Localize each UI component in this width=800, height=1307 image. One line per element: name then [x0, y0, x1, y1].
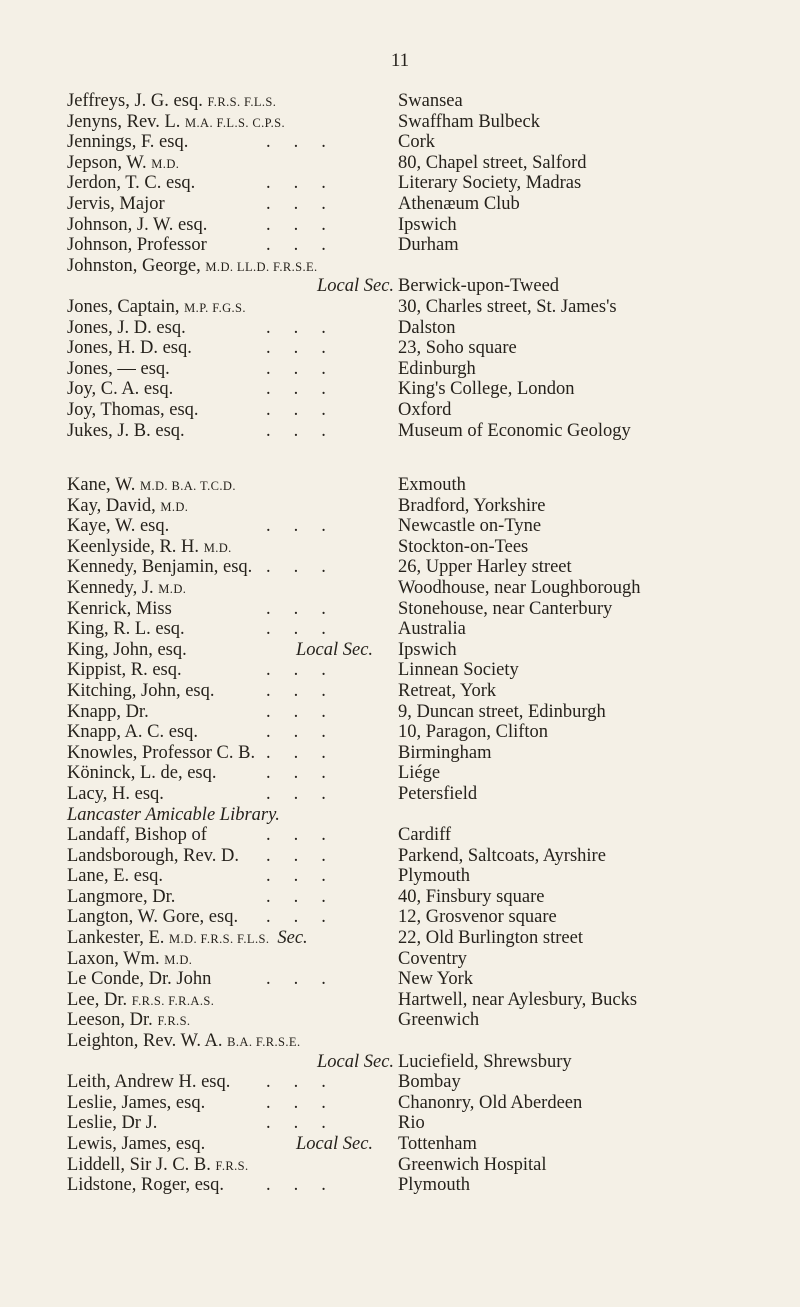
member-address: Greenwich Hospital	[398, 1154, 547, 1175]
member-entry	[0, 1175, 800, 1196]
member-address: Rio	[398, 1113, 425, 1134]
member-address: Linnean Society	[398, 660, 519, 681]
member-address: Berwick-upon-Tweed	[398, 276, 560, 297]
member-title-suffix: M.D.	[160, 499, 189, 514]
member-role-note: Local Sec.	[296, 639, 374, 660]
member-entry	[0, 784, 800, 805]
member-name	[67, 681, 214, 702]
member-name	[67, 928, 308, 950]
leader-dots: ...	[266, 132, 349, 153]
member-name	[67, 660, 182, 681]
member-name-text: Kay, David,	[67, 495, 161, 516]
member-address: Retreat, York	[398, 680, 497, 701]
leader-dots: ...	[266, 619, 349, 640]
member-entry	[0, 681, 800, 702]
member-entry	[0, 256, 800, 277]
member-name	[67, 949, 192, 971]
member-name-text: Laxon, Wm.	[67, 948, 165, 969]
member-address: Stockton-on-Tees	[398, 536, 529, 557]
member-name	[67, 173, 195, 194]
member-name-text: Lancaster Amicable Library.	[67, 804, 280, 825]
member-entry	[0, 1155, 800, 1176]
member-address: Edinburgh	[398, 358, 476, 379]
member-name	[67, 112, 285, 134]
member-address: Durham	[398, 235, 459, 256]
leader-dots: ...	[266, 193, 349, 214]
member-entry	[0, 743, 800, 764]
member-title-suffix: B.A. F.R.S.E.	[227, 1035, 301, 1050]
member-entry	[0, 866, 800, 887]
member-entry	[0, 173, 800, 194]
member-entry	[0, 990, 800, 1011]
member-name-text: Jennings, F. esq.	[67, 132, 189, 153]
member-entry	[0, 887, 800, 908]
member-name-text: Leslie, Dr J.	[67, 1113, 158, 1134]
member-entry	[0, 1093, 800, 1114]
member-name-text: Lewis, James, esq.	[67, 1134, 206, 1154]
member-name-text: Lidstone, Roger, esq.	[67, 1175, 224, 1196]
member-name	[67, 1155, 249, 1177]
member-name-text: Landaff, Bishop of	[67, 825, 207, 846]
leader-dots: ...	[266, 598, 349, 619]
member-name	[67, 318, 186, 339]
leader-dots: ...	[266, 701, 349, 722]
member-entry	[0, 215, 800, 236]
leader-dots: ...	[266, 338, 349, 359]
member-address: Dalston	[398, 317, 456, 338]
member-name-text: Kennedy, J.	[67, 577, 159, 598]
member-name	[67, 619, 185, 640]
leader-dots: ...	[266, 783, 349, 804]
member-name	[67, 338, 192, 359]
member-title-suffix: M.D.	[158, 581, 187, 596]
member-name-text: Jepson, W.	[67, 152, 152, 173]
member-name	[67, 153, 179, 175]
member-name-text: Knapp, Dr.	[67, 701, 149, 722]
member-address: Cardiff	[398, 825, 452, 846]
member-address: 26, Upper Harley street	[398, 557, 572, 578]
member-name	[67, 990, 214, 1012]
member-address: Literary Society, Madras	[398, 173, 582, 194]
member-entry	[0, 722, 800, 743]
member-title-suffix: M.D. F.R.S. F.L.S.	[169, 932, 270, 947]
member-address: 40, Finsbury square	[398, 886, 545, 907]
member-address: New York	[398, 969, 474, 990]
member-address: Hartwell, near Aylesbury, Bucks	[398, 989, 638, 1010]
member-entry	[0, 421, 800, 442]
member-entry	[0, 702, 800, 723]
member-name-text: Leslie, James, esq.	[67, 1092, 206, 1113]
leader-dots: ...	[266, 825, 349, 846]
member-entry	[0, 846, 800, 867]
member-name	[67, 825, 207, 846]
leader-dots: ...	[266, 742, 349, 763]
member-name	[67, 784, 164, 805]
leader-dots: ...	[266, 845, 349, 866]
member-name-text: Jenyns, Rev. L.	[67, 111, 186, 132]
member-title-suffix: M.P. F.G.S.	[184, 300, 246, 315]
member-name-text: Langton, W. Gore, esq.	[67, 907, 239, 928]
member-entry	[0, 475, 800, 496]
member-name	[67, 702, 149, 723]
member-name-text: Jerdon, T. C. esq.	[67, 173, 196, 194]
member-entry	[0, 1134, 800, 1155]
leader-dots: ...	[266, 1072, 349, 1093]
member-name	[67, 743, 255, 764]
member-name	[67, 132, 188, 153]
member-address: 22, Old Burlington street	[398, 928, 583, 949]
member-entry	[0, 640, 800, 661]
member-role-note: Local Sec.	[317, 276, 395, 297]
member-entry	[0, 496, 800, 517]
member-name-text: Landsborough, Rev. D.	[67, 845, 239, 866]
member-name	[67, 887, 175, 908]
member-name	[67, 1010, 190, 1032]
member-title-suffix: M.D.	[164, 952, 193, 967]
leader-dots: ...	[266, 680, 349, 701]
member-entry	[0, 235, 800, 256]
member-address: Chanonry, Old Aberdeen	[398, 1092, 583, 1113]
member-name	[67, 578, 186, 600]
leader-dots: ...	[266, 358, 349, 379]
member-address: Plymouth	[398, 866, 470, 887]
member-address: Ipswich	[398, 214, 457, 235]
member-entry	[0, 516, 800, 537]
member-name-text: Keenlyside, R. H.	[67, 536, 204, 557]
member-entry	[0, 1031, 800, 1052]
member-entry	[0, 949, 800, 970]
member-entry	[0, 1010, 800, 1031]
member-name-text: Kippist, R. esq.	[67, 660, 182, 681]
member-name	[67, 421, 185, 442]
member-name	[67, 1175, 224, 1196]
member-name-text: Jeffreys, J. G. esq.	[67, 91, 208, 111]
member-name-text: Johnson, J. W. esq.	[67, 214, 208, 235]
member-title-suffix: F.R.S.	[157, 1014, 191, 1029]
leader-dots: ...	[266, 1113, 349, 1134]
member-entry	[0, 1052, 800, 1073]
member-name-text: Kaye, W. esq.	[67, 516, 170, 537]
member-name	[67, 907, 238, 928]
member-name	[67, 400, 199, 421]
member-name-text: Jones, — esq.	[67, 358, 170, 379]
member-title-suffix: M.D.	[203, 540, 232, 555]
member-title-suffix: F.R.S.	[215, 1158, 249, 1173]
member-name	[67, 516, 169, 537]
member-name	[67, 763, 217, 784]
leader-dots: ...	[266, 969, 349, 990]
member-address: 12, Grosvenor square	[398, 907, 557, 928]
member-address: 10, Paragon, Clifton	[398, 722, 549, 743]
member-name	[67, 359, 170, 380]
member-address: Petersfield	[398, 783, 478, 804]
member-name-text: Lankester, E.	[67, 928, 169, 949]
member-entry	[0, 907, 800, 928]
member-address: 30, Charles street, St. James's	[398, 296, 617, 317]
member-address: Swansea	[398, 91, 463, 111]
member-role-note: Local Sec.	[296, 1134, 374, 1154]
member-name	[67, 91, 276, 113]
member-entry	[0, 619, 800, 640]
member-address: Bradford, Yorkshire	[398, 495, 546, 516]
member-name-text: Jervis, Major	[67, 193, 165, 214]
member-name	[67, 297, 246, 319]
member-address: Bombay	[398, 1072, 461, 1093]
member-name	[67, 866, 163, 887]
member-name	[67, 235, 207, 256]
member-name-text: Jones, Captain,	[67, 296, 185, 317]
member-entry	[0, 132, 800, 153]
member-name	[67, 640, 187, 661]
member-address: Coventry	[398, 948, 467, 969]
member-entry	[0, 969, 800, 990]
member-address: 23, Soho square	[398, 338, 517, 359]
member-name	[67, 969, 211, 990]
member-name-text: Kitching, John, esq.	[67, 680, 215, 701]
member-name-text: Kenrick, Miss	[67, 598, 172, 619]
member-address: King's College, London	[398, 379, 575, 400]
member-name	[67, 1031, 301, 1053]
member-title-suffix: M.A. F.L.S. C.P.S.	[185, 115, 286, 130]
member-name-text: Köninck, L. de, esq.	[67, 763, 217, 784]
member-entry	[0, 276, 800, 297]
members-list-j	[0, 91, 800, 441]
leader-dots: ...	[266, 722, 349, 743]
member-name-text: Lacy, H. esq.	[67, 783, 164, 804]
member-address: 9, Duncan street, Edinburgh	[398, 701, 606, 722]
member-entry	[0, 359, 800, 380]
member-name-text: Joy, Thomas, esq.	[67, 399, 199, 420]
leader-dots: ...	[266, 379, 349, 400]
member-title-suffix: M.D. B.A. T.C.D.	[139, 479, 236, 493]
member-title-suffix: M.D. LL.D. F.R.S.E.	[205, 259, 318, 274]
leader-dots: ...	[266, 557, 349, 578]
member-address: Parkend, Saltcoats, Ayrshire	[398, 845, 606, 866]
member-name-text: Leith, Andrew H. esq.	[67, 1072, 231, 1093]
member-name-text: Joy, C. A. esq.	[67, 379, 174, 400]
member-address: Ipswich	[398, 639, 457, 660]
member-name-text: Knapp, A. C. esq.	[67, 722, 199, 743]
member-name	[67, 805, 280, 826]
member-name	[67, 379, 173, 400]
member-name-text: King, R. L. esq.	[67, 619, 185, 640]
leader-dots: ...	[266, 763, 349, 784]
member-entry	[0, 1113, 800, 1134]
member-address: Greenwich	[398, 1010, 480, 1031]
member-entry	[0, 400, 800, 421]
member-entry	[0, 805, 800, 826]
member-name-text: Jones, J. D. esq.	[67, 317, 186, 338]
member-name	[67, 194, 165, 215]
member-name-text: Liddell, Sir J. C. B.	[67, 1154, 216, 1175]
leader-dots: ...	[266, 173, 349, 194]
member-address: Stonehouse, near Canterbury	[398, 598, 613, 619]
member-entry	[0, 91, 800, 112]
leader-dots: ...	[266, 907, 349, 928]
leader-dots: ...	[266, 886, 349, 907]
member-address: Plymouth	[398, 1175, 470, 1196]
member-name-text: Lee, Dr.	[67, 989, 132, 1010]
member-entry	[0, 297, 800, 318]
member-name-text: Jones, H. D. esq.	[67, 338, 192, 359]
member-entry	[0, 1072, 800, 1093]
members-list-k-l	[0, 475, 800, 1196]
member-address: Australia	[398, 619, 466, 640]
member-name-text: Kennedy, Benjamin, esq.	[67, 557, 253, 578]
member-address: Birmingham	[398, 742, 492, 763]
member-name-text: Knowles, Professor C. B.	[67, 742, 256, 763]
member-address: Swaffham Bulbeck	[398, 111, 540, 132]
member-address: Museum of Economic Geology	[398, 420, 631, 441]
member-entry	[0, 338, 800, 359]
leader-dots: ...	[266, 1175, 349, 1196]
leader-dots: ...	[266, 317, 349, 338]
member-name	[67, 599, 172, 620]
member-name	[67, 475, 236, 497]
member-name-text: Leighton, Rev. W. A.	[67, 1031, 228, 1052]
member-address: Cork	[398, 132, 435, 153]
member-name	[67, 846, 239, 867]
member-entry	[0, 537, 800, 558]
member-address: Woodhouse, near Loughborough	[398, 577, 641, 598]
member-entry	[0, 660, 800, 681]
leader-dots: ...	[266, 516, 349, 537]
member-title-suffix: M.D.	[151, 156, 180, 171]
leader-dots: ...	[266, 235, 349, 256]
member-address: Luciefield, Shrewsbury	[398, 1051, 572, 1072]
leader-dots: ...	[266, 214, 349, 235]
member-address: Liége	[398, 763, 441, 784]
member-entry	[0, 112, 800, 133]
member-entry	[0, 379, 800, 400]
member-role-note: Local Sec.	[317, 1051, 395, 1072]
member-address: Athenæum Club	[398, 193, 520, 214]
member-entry	[0, 599, 800, 620]
member-name-text: Johnson, Professor	[67, 235, 207, 256]
member-name-text: Langmore, Dr.	[67, 886, 176, 907]
member-name-text: Leeson, Dr.	[67, 1010, 158, 1031]
member-name-text: Jukes, J. B. esq.	[67, 420, 185, 441]
member-name-text: Kane, W.	[67, 475, 140, 495]
leader-dots: ...	[266, 420, 349, 441]
member-name	[67, 496, 188, 518]
leader-dots: ...	[266, 866, 349, 887]
member-entry	[0, 928, 800, 949]
member-name	[67, 215, 207, 236]
leader-dots: ...	[266, 1092, 349, 1113]
member-entry	[0, 194, 800, 215]
member-entry	[0, 153, 800, 174]
member-name-text: Johnston, George,	[67, 255, 206, 276]
member-name	[67, 537, 232, 559]
page-number: 11	[390, 50, 410, 71]
member-entry	[0, 318, 800, 339]
member-role-note: Sec.	[277, 928, 308, 949]
member-entry	[0, 763, 800, 784]
member-name	[67, 722, 198, 743]
member-name-text: Lane, E. esq.	[67, 866, 164, 887]
member-name	[67, 1113, 157, 1134]
member-name	[67, 1072, 230, 1093]
member-name	[67, 256, 318, 278]
member-address: Exmouth	[398, 475, 466, 495]
member-name-text: King, John, esq.	[67, 639, 187, 660]
member-address: Newcastle on-Tyne	[398, 516, 542, 537]
member-name	[67, 557, 252, 578]
member-name	[67, 1093, 205, 1114]
member-entry	[0, 557, 800, 578]
member-title-suffix: F.R.S. F.L.S.	[207, 95, 277, 109]
member-address: 80, Chapel street, Salford	[398, 152, 587, 173]
member-entry	[0, 825, 800, 846]
member-name	[67, 1134, 205, 1155]
member-title-suffix: F.R.S. F.R.A.S.	[131, 993, 215, 1008]
leader-dots: ...	[266, 660, 349, 681]
leader-dots: ...	[266, 399, 349, 420]
member-entry	[0, 578, 800, 599]
member-name-text: Le Conde, Dr. John	[67, 969, 212, 990]
member-address: Oxford	[398, 399, 452, 420]
member-address: Tottenham	[398, 1134, 477, 1154]
